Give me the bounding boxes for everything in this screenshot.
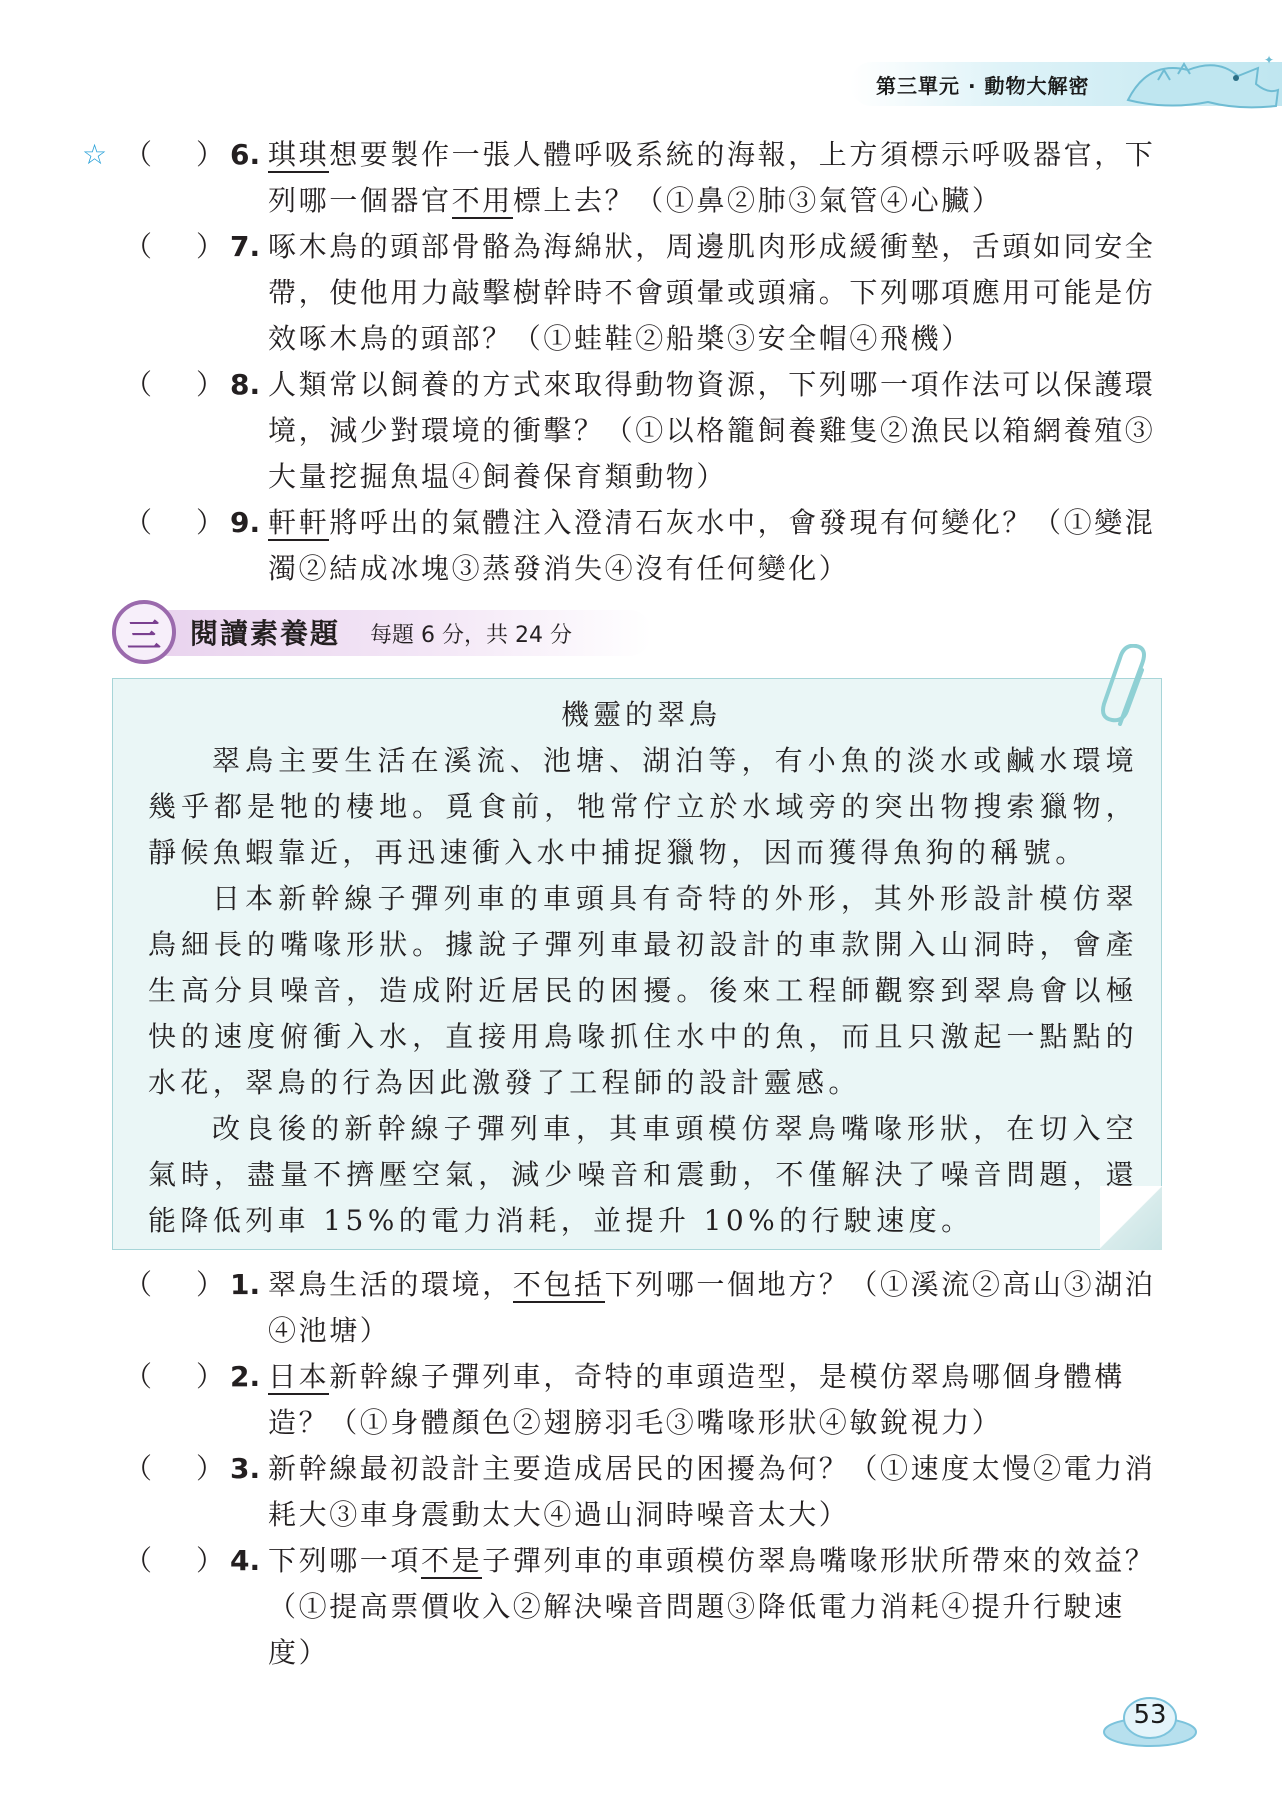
question-text: 啄木鳥的頭部骨骼為海綿狀，周邊肌肉形成緩衝墊，舌頭如同安全帶，使他用力敲擊樹幹時不會頭暈或頭痛。下列哪項應用可能是仿效啄木鳥的頭部？（①蛙鞋②船槳③安全帽④飛機）: [268, 230, 1156, 355]
question-number: 9.: [230, 506, 261, 539]
question-number: 8.: [230, 368, 261, 401]
question-number: 3.: [230, 1452, 261, 1485]
answer-blank[interactable]: （ ）: [124, 506, 224, 539]
answer-blank[interactable]: （ ）: [124, 1544, 224, 1577]
question-text: 新幹線最初設計主要造成居民的困擾為何？（①速度太慢②電力消耗大③車身震動太大④過山洞時噪音太大）: [268, 1452, 1156, 1531]
page-number: 53: [1133, 1700, 1167, 1730]
question-number: 6.: [230, 138, 261, 171]
question-6: [0, 132, 1282, 224]
question-7: [0, 224, 1282, 362]
passage-paragraph: 改良後的新幹線子彈列車，其車頭模仿翠鳥嘴喙形狀，在切入空氣時，盡量不擠壓空氣，減少噪音和震動，不僅解決了噪音問題，還能降低列車 15%的電力消耗，並提升 10%的行駛速度。: [148, 1112, 1138, 1237]
question-4: [0, 1538, 1282, 1676]
svg-text:✦: ✦: [1264, 53, 1275, 67]
answer-blank[interactable]: （ ）: [124, 368, 224, 401]
question-number: 1.: [230, 1268, 261, 1301]
passage-body: [148, 738, 1138, 1244]
section-title: 閱讀素養題: [190, 617, 341, 650]
question-8: [0, 362, 1282, 500]
question-number: 7.: [230, 230, 261, 263]
decorative-dinosaur-icon: [1118, 50, 1282, 112]
answer-blank[interactable]: （ ）: [124, 1268, 224, 1301]
answer-blank[interactable]: （ ）: [124, 1360, 224, 1393]
question-number: 2.: [230, 1360, 261, 1393]
question-text: 日本新幹線子彈列車，奇特的車頭造型，是模仿翠鳥哪個身體構造？（①身體顏色②翅膀羽毛③嘴喙形狀④敏銳視力）: [268, 1360, 1125, 1439]
unit-title: 第三單元 · 動物大解密: [876, 74, 1090, 98]
passage-title: 機靈的翠鳥: [560, 698, 721, 731]
answer-blank[interactable]: （ ）: [124, 230, 224, 263]
question-text: 軒軒將呼出的氣體注入澄清石灰水中，會發現有何變化？（①變混濁②結成冰塊③蒸發消失④沒有任何變化）: [268, 506, 1156, 585]
question-text: 人類常以飼養的方式來取得動物資源，下列哪一項作法可以保護環境，減少對環境的衝擊？（①以格籠飼養雞隻②漁民以箱網養殖③大量挖掘魚塭④飼養保育類動物）: [268, 368, 1156, 493]
question-text: 下列哪一項不是子彈列車的車頭模仿翠鳥嘴喙形狀所帶來的效益？（①提高票價收入②解決噪音問題③降低電力消耗④提升行駛速度）: [268, 1544, 1156, 1669]
answer-blank[interactable]: （ ）: [124, 138, 224, 171]
question-text: 琪琪想要製作一張人體呼吸系統的海報，上方須標示呼吸器官，下列哪一個器官不用標上去？（①鼻②肺③氣管④心臟）: [268, 138, 1156, 217]
section-number-badge: 三: [112, 600, 176, 664]
question-9: [0, 500, 1282, 592]
question-1: [0, 1262, 1282, 1354]
section-heading: [112, 600, 672, 664]
passage-paragraph: 日本新幹線子彈列車的車頭具有奇特的外形，其外形設計模仿翠鳥細長的嘴喙形狀。據說子彈列車最初設計的車款開入山洞時，會產生高分貝噪音，造成附近居民的困擾。後來工程師觀察到翠鳥會以極快的速度俯衝入水，直接用鳥喙抓住水中的魚，而且只激起一點點的水花，翠鳥的行為因此激發了工程師的設計靈感。: [148, 882, 1138, 1099]
question-3: [0, 1446, 1282, 1538]
question-2: [0, 1354, 1282, 1446]
question-number: 4.: [230, 1544, 261, 1577]
question-text: 翠鳥生活的環境，不包括下列哪一個地方？（①溪流②高山③湖泊④池塘）: [268, 1268, 1156, 1347]
answer-blank[interactable]: （ ）: [124, 1452, 224, 1485]
section-scoring-note: 每題 6 分，共 24 分: [370, 623, 572, 648]
passage-paragraph: 翠鳥主要生活在溪流、池塘、湖泊等，有小魚的淡水或鹹水環境幾乎都是牠的棲地。覓食前，牠常佇立於水域旁的突出物搜索獵物，靜候魚蝦靠近，再迅速衝入水中捕捉獵物，因而獲得魚狗的稱號。: [148, 744, 1138, 869]
star-icon: ☆: [82, 138, 108, 171]
